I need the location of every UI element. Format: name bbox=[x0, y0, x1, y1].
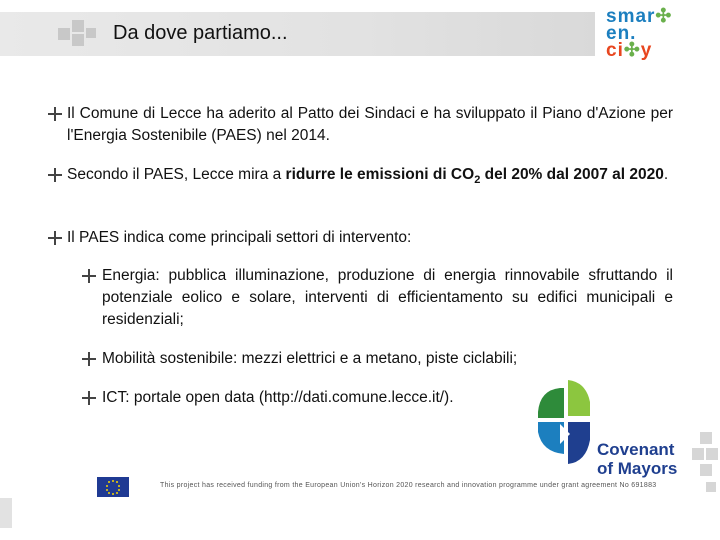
sub-bullet-ict bbox=[82, 387, 522, 409]
bullet-cross-icon bbox=[82, 352, 96, 366]
sub-bullet-energia bbox=[82, 265, 673, 331]
bullet-text: Energia: pubblica illuminazione, produzione di energia rinnovabile sfruttando il potenziale eolico e solare, interventi di efficientamento su edifici municipali e residenziali; bbox=[102, 267, 673, 328]
page-title: Da dove partiamo... bbox=[113, 22, 288, 44]
bullet-text: ICT: portale open data (http://dati.comune.lecce.it/). bbox=[102, 389, 454, 406]
bullet-patto-sindaci bbox=[48, 103, 673, 147]
bullet-cross-icon bbox=[48, 231, 62, 245]
bullet-text: Secondo il PAES, Lecce mira a ridurre le emissioni di $CO_2$ del 20% dal 2007 al 2020. bbox=[67, 166, 669, 187]
bullet-cross-icon bbox=[82, 269, 96, 283]
bullet-paes-target bbox=[48, 164, 673, 191]
sub-bullet-mobilita bbox=[82, 348, 673, 370]
funding-notice: This project has received funding from the European Union's Horizon 2020 research and innovation programme under grant agreement No 691883 bbox=[160, 482, 657, 489]
left-decoration bbox=[0, 498, 12, 528]
title-decoration bbox=[58, 20, 98, 48]
smarter-city-logo: smar✣ en. ci✣y bbox=[606, 6, 673, 61]
bullet-text: Mobilità sostenibile: mezzi elettrici e a metano, piste ciclabili; bbox=[102, 350, 518, 367]
bullet-cross-icon bbox=[48, 107, 62, 121]
bullet-cross-icon bbox=[82, 391, 96, 405]
bullet-settori bbox=[48, 227, 673, 249]
bullet-cross-icon bbox=[48, 168, 62, 182]
corner-decoration bbox=[692, 432, 720, 512]
eu-flag-icon bbox=[97, 477, 129, 497]
bullet-text: Il PAES indica come principali settori di intervento: bbox=[67, 229, 412, 246]
bullet-text: Il Comune di Lecce ha aderito al Patto dei Sindaci e ha sviluppato il Piano d'Azione per l'Energia Sostenibile (PAES) nel 2014. bbox=[67, 105, 673, 144]
covenant-text: Covenant of Mayors bbox=[597, 440, 678, 478]
